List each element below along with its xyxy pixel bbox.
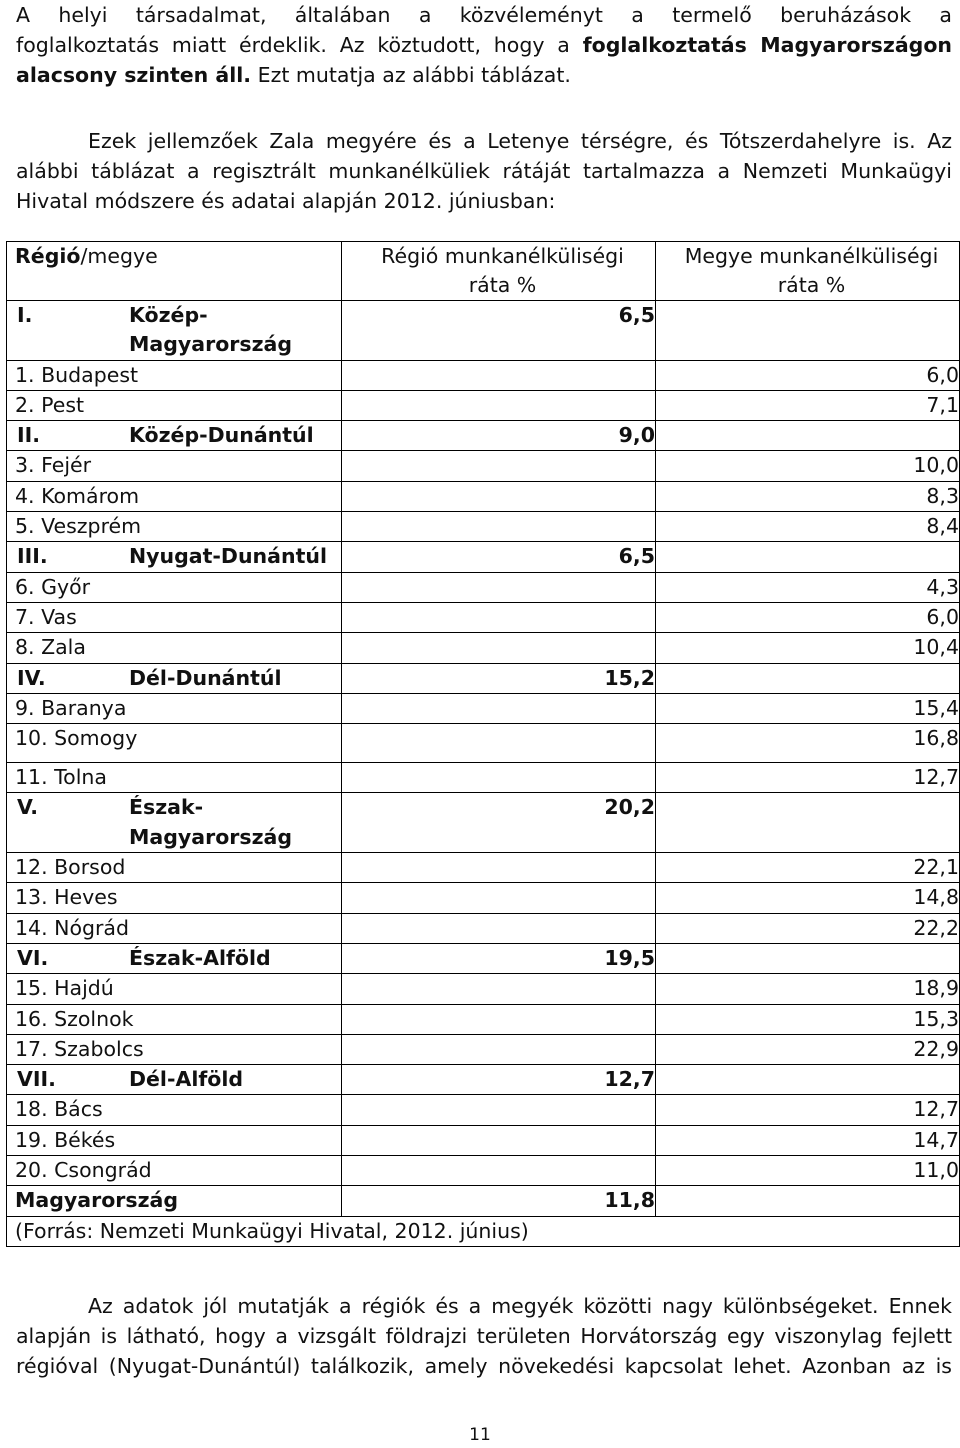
county-name: 4. Komárom <box>7 481 342 511</box>
county-name: 15. Hajdú <box>7 974 342 1004</box>
county-name: 9. Baranya <box>7 693 342 723</box>
total-county-empty <box>656 1186 960 1216</box>
para3-line-1: Az adatok jól mutatják a régiók és a megyék közötti nagy különbségeket. Ennek <box>88 1294 952 1318</box>
county-rate: 10,4 <box>656 633 960 663</box>
county-row <box>7 1004 960 1034</box>
county-row <box>7 693 960 723</box>
total-row <box>7 1186 960 1216</box>
region-name-cell <box>7 421 342 451</box>
region-name-cell <box>7 663 342 693</box>
region-rate-empty <box>342 1034 656 1064</box>
intro-line-1: A helyi társadalmat, általában a közvéleményt a termelő beruházások a <box>16 3 952 27</box>
table-intro-paragraph <box>16 126 952 216</box>
county-rate: 12,7 <box>656 763 960 793</box>
region-name: Közép-Dunántúl <box>129 423 314 448</box>
intro-paragraph <box>16 0 952 90</box>
region-rate: 20,2 <box>342 793 656 853</box>
para2-line-2: alábbi táblázat a regisztrált munkanélküliek rátáját tartalmazza a Nemzeti Munkaügyi <box>16 159 952 183</box>
region-rate-empty <box>342 1156 656 1186</box>
county-rate: 15,4 <box>656 693 960 723</box>
region-rate-empty <box>342 360 656 390</box>
table-header-row <box>7 242 960 301</box>
region-rate-empty <box>342 572 656 602</box>
para3-line-2: alapján is látható, hogy a vizsgált földrajzi területen Horvátország egy viszonylag fejlett <box>16 1324 952 1348</box>
region-rate-empty <box>342 974 656 1004</box>
region-rate-empty <box>342 512 656 542</box>
county-rate: 8,4 <box>656 512 960 542</box>
region-rate-empty <box>342 693 656 723</box>
county-name: 10. Somogy <box>7 724 342 763</box>
county-rate: 6,0 <box>656 602 960 632</box>
county-name: 1. Budapest <box>7 360 342 390</box>
county-row <box>7 633 960 663</box>
region-name: Dél-Dunántúl <box>129 665 282 690</box>
conclusion-paragraph <box>16 1291 952 1381</box>
region-rate-empty <box>342 724 656 763</box>
county-row <box>7 572 960 602</box>
region-row <box>7 301 960 361</box>
region-rate-empty <box>342 913 656 943</box>
county-row <box>7 390 960 420</box>
region-rate: 15,2 <box>342 663 656 693</box>
county-row <box>7 451 960 481</box>
county-rate: 14,7 <box>656 1125 960 1155</box>
county-rate: 12,7 <box>656 1095 960 1125</box>
region-rate-empty <box>342 390 656 420</box>
county-row <box>7 512 960 542</box>
header-county-rate: Megye munkanélküliségi ráta % <box>656 242 960 301</box>
region-name-cell <box>7 301 342 361</box>
region-name-cell <box>7 793 342 853</box>
county-rate-empty <box>656 1065 960 1095</box>
county-name: 19. Békés <box>7 1125 342 1155</box>
region-name-cell <box>7 542 342 572</box>
region-number: V. <box>17 795 39 820</box>
region-row <box>7 1065 960 1095</box>
region-rate: 6,5 <box>342 301 656 361</box>
region-name: Észak-Alföld <box>129 945 271 970</box>
county-name: 6. Győr <box>7 572 342 602</box>
county-name: 16. Szolnok <box>7 1004 342 1034</box>
county-rate-empty <box>656 542 960 572</box>
county-name: 5. Veszprém <box>7 512 342 542</box>
region-row <box>7 663 960 693</box>
county-rate: 8,3 <box>656 481 960 511</box>
county-rate: 15,3 <box>656 1004 960 1034</box>
county-rate-empty <box>656 943 960 973</box>
county-rate-empty <box>656 663 960 693</box>
region-rate: 6,5 <box>342 542 656 572</box>
county-name: 3. Fejér <box>7 451 342 481</box>
para2-line-1: Ezek jellemzőek Zala megyére és a Letenye térségre, és Tótszerdahelyre is. Az <box>88 129 952 153</box>
county-row <box>7 974 960 1004</box>
county-name: 8. Zala <box>7 633 342 663</box>
county-row <box>7 913 960 943</box>
region-number: IV. <box>17 665 46 690</box>
county-name: 20. Csongrád <box>7 1156 342 1186</box>
region-row <box>7 421 960 451</box>
county-row <box>7 1095 960 1125</box>
county-name: 14. Nógrád <box>7 913 342 943</box>
county-rate: 22,2 <box>656 913 960 943</box>
county-rate: 10,0 <box>656 451 960 481</box>
county-rate-empty <box>656 301 960 361</box>
region-number: VII. <box>17 1067 56 1092</box>
page-number: 11 <box>469 1425 491 1445</box>
region-rate: 9,0 <box>342 421 656 451</box>
header-region-county: Régió/megye <box>7 242 342 301</box>
region-row <box>7 793 960 853</box>
region-number: I. <box>17 303 33 327</box>
county-rate: 16,8 <box>656 724 960 763</box>
header-region-rate: Régió munkanélküliségi ráta % <box>342 242 656 301</box>
region-number: III. <box>17 544 48 569</box>
county-name: 7. Vas <box>7 602 342 632</box>
county-rate-empty <box>656 421 960 451</box>
region-rate-empty <box>342 1004 656 1034</box>
total-label: Magyarország <box>7 1186 342 1216</box>
county-name: 13. Heves <box>7 883 342 913</box>
region-rate-empty <box>342 853 656 883</box>
para3-line-3: régióval (Nyugat-Dunántúl) találkozik, amely növekedési kapcsolat lehet. Azonban az is <box>16 1354 952 1378</box>
region-rate-empty <box>342 1125 656 1155</box>
county-name: 2. Pest <box>7 390 342 420</box>
region-rate-empty <box>342 602 656 632</box>
region-name: Nyugat-Dunántúl <box>129 544 327 569</box>
para2-line-3: Hivatal módszere és adatai alapján 2012. júniusban: <box>16 189 556 213</box>
county-name: 12. Borsod <box>7 853 342 883</box>
intro-emphasis-1: foglalkoztatás Magyarországon <box>582 33 952 57</box>
region-rate-empty <box>342 1095 656 1125</box>
region-rate-empty <box>342 883 656 913</box>
region-name: Közép- Magyarország <box>129 303 293 357</box>
county-rate: 4,3 <box>656 572 960 602</box>
region-rate-empty <box>342 763 656 793</box>
county-name: 11. Tolna <box>7 763 342 793</box>
county-row <box>7 1156 960 1186</box>
county-rate: 11,0 <box>656 1156 960 1186</box>
county-row <box>7 1034 960 1064</box>
total-rate: 11,8 <box>342 1186 656 1216</box>
county-row <box>7 853 960 883</box>
region-rate: 19,5 <box>342 943 656 973</box>
region-name-cell <box>7 943 342 973</box>
region-rate-empty <box>342 633 656 663</box>
county-rate: 22,1 <box>656 853 960 883</box>
county-row <box>7 763 960 793</box>
source-note: (Forrás: Nemzeti Munkaügyi Hivatal, 2012. június) <box>7 1216 960 1246</box>
region-name-cell <box>7 1065 342 1095</box>
intro-line-3: alacsony szinten áll. Ezt mutatja az alábbi táblázat. <box>16 63 571 87</box>
unemployment-table <box>6 241 960 1247</box>
county-rate: 7,1 <box>656 390 960 420</box>
county-name: 18. Bács <box>7 1095 342 1125</box>
region-rate-empty <box>342 481 656 511</box>
county-name: 17. Szabolcs <box>7 1034 342 1064</box>
county-row <box>7 481 960 511</box>
county-row <box>7 360 960 390</box>
region-number: VI. <box>17 945 49 970</box>
county-row <box>7 1125 960 1155</box>
region-rate: 12,7 <box>342 1065 656 1095</box>
region-name: Dél-Alföld <box>129 1067 244 1092</box>
intro-emphasis-2: alacsony szinten áll. <box>16 63 252 87</box>
county-rate: 6,0 <box>656 360 960 390</box>
county-row <box>7 724 960 763</box>
county-rate: 14,8 <box>656 883 960 913</box>
source-row <box>7 1216 960 1246</box>
intro-line-2: foglalkoztatás miatt érdeklik. Az köztudott, hogy a foglalkoztatás Magyarországon <box>16 33 952 57</box>
county-row <box>7 602 960 632</box>
county-row <box>7 883 960 913</box>
county-rate: 22,9 <box>656 1034 960 1064</box>
region-name: Észak- Magyarország <box>129 795 293 849</box>
region-row <box>7 943 960 973</box>
region-rate-empty <box>342 451 656 481</box>
region-number: II. <box>17 423 41 448</box>
county-rate: 18,9 <box>656 974 960 1004</box>
county-rate-empty <box>656 793 960 853</box>
region-row <box>7 542 960 572</box>
